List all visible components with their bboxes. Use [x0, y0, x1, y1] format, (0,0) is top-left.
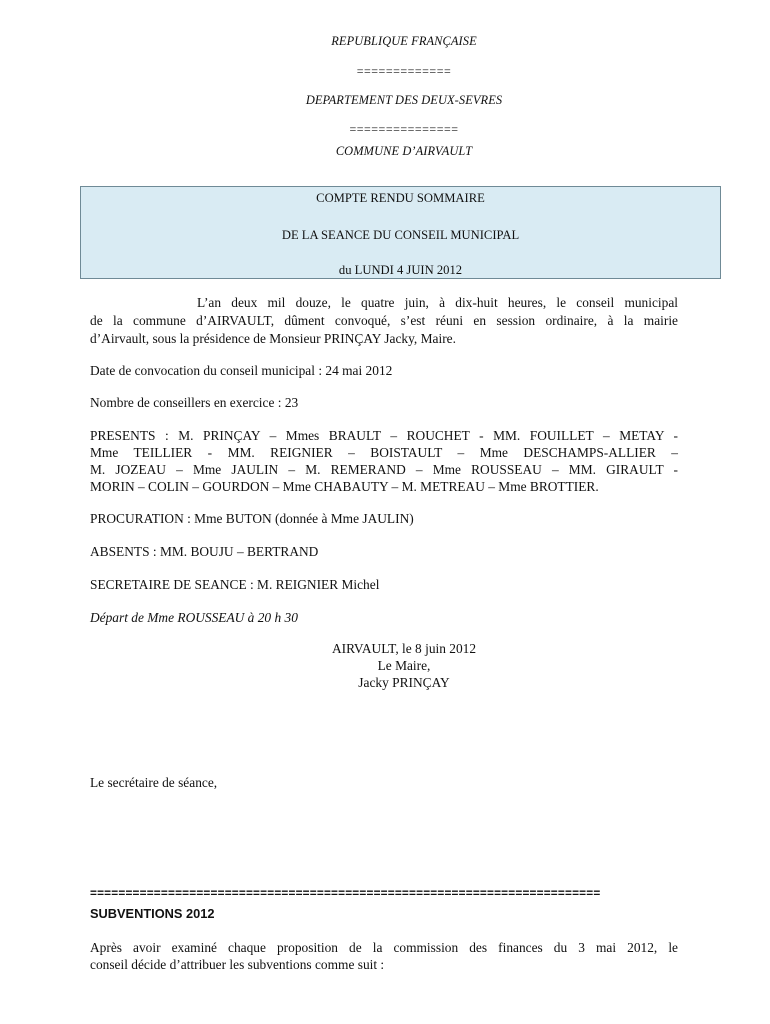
- section-title: SUBVENTIONS 2012: [90, 906, 215, 921]
- title-line-1: COMPTE RENDU SOMMAIRE: [316, 191, 485, 205]
- signature-name: Jacky PRINÇAY: [358, 675, 450, 690]
- absents: ABSENTS : MM. BOUJU – BERTRAND: [90, 544, 319, 559]
- presents-line-2: Mme TEILLIER - MM. REIGNIER – BOISTAULT – Mme DESCHAMPS-ALLIER –: [90, 445, 678, 460]
- depart-note: Départ de Mme ROUSSEAU à 20 h 30: [90, 610, 298, 625]
- section-line-2: conseil décide d’attribuer les subventions comme suit :: [90, 957, 385, 972]
- convocation-date: Date de convocation du conseil municipal : 24 mai 2012: [90, 363, 393, 378]
- presents-line-4: MORIN – COLIN – GOURDON – Mme CHABAUTY – M. METREAU – Mme BROTTIER.: [90, 479, 599, 494]
- conseillers-count: Nombre de conseillers en exercice : 23: [90, 395, 299, 410]
- signature-role: Le Maire,: [377, 658, 431, 673]
- secretary-signature-label: Le secrétaire de séance,: [90, 775, 218, 790]
- header-separator-1: =============: [356, 64, 452, 78]
- section-separator: ========================================================================: [90, 886, 601, 900]
- procuration: PROCURATION : Mme BUTON (donnée à Mme JAULIN): [90, 511, 414, 526]
- title-line-3: du LUNDI 4 JUIN 2012: [338, 263, 463, 277]
- header-separator-2: ===============: [349, 122, 459, 136]
- header-commune: COMMUNE D’AIRVAULT: [335, 144, 473, 158]
- intro-line-1: L’an deux mil douze, le quatre juin, à dix-huit heures, le conseil municipal: [197, 295, 678, 310]
- header-republic: REPUBLIQUE FRANÇAISE: [331, 34, 477, 48]
- intro-line-2: de la commune d’AIRVAULT, dûment convoqué, s’est réuni en session ordinaire, à la mairie: [90, 313, 678, 328]
- signature-place-date: AIRVAULT, le 8 juin 2012: [331, 641, 477, 656]
- secretaire-seance: SECRETAIRE DE SEANCE : M. REIGNIER Michel: [90, 577, 380, 592]
- section-line-1: Après avoir examiné chaque proposition de la commission des finances du 3 mai 2012, le: [90, 940, 678, 955]
- title-line-2: DE LA SEANCE DU CONSEIL MUNICIPAL: [281, 228, 520, 242]
- presents-line-3: M. JOZEAU – Mme JAULIN – M. REMERAND – Mme ROUSSEAU – MM. GIRAULT -: [90, 462, 678, 477]
- title-box: [80, 186, 721, 279]
- intro-line-3: d’Airvault, sous la présidence de Monsieur PRINÇAY Jacky, Maire.: [90, 331, 456, 346]
- header-department: DEPARTEMENT DES DEUX-SEVRES: [305, 93, 503, 107]
- presents-line-1: PRESENTS : M. PRINÇAY – Mmes BRAULT – ROUCHET - MM. FOUILLET – METAY -: [90, 428, 678, 443]
